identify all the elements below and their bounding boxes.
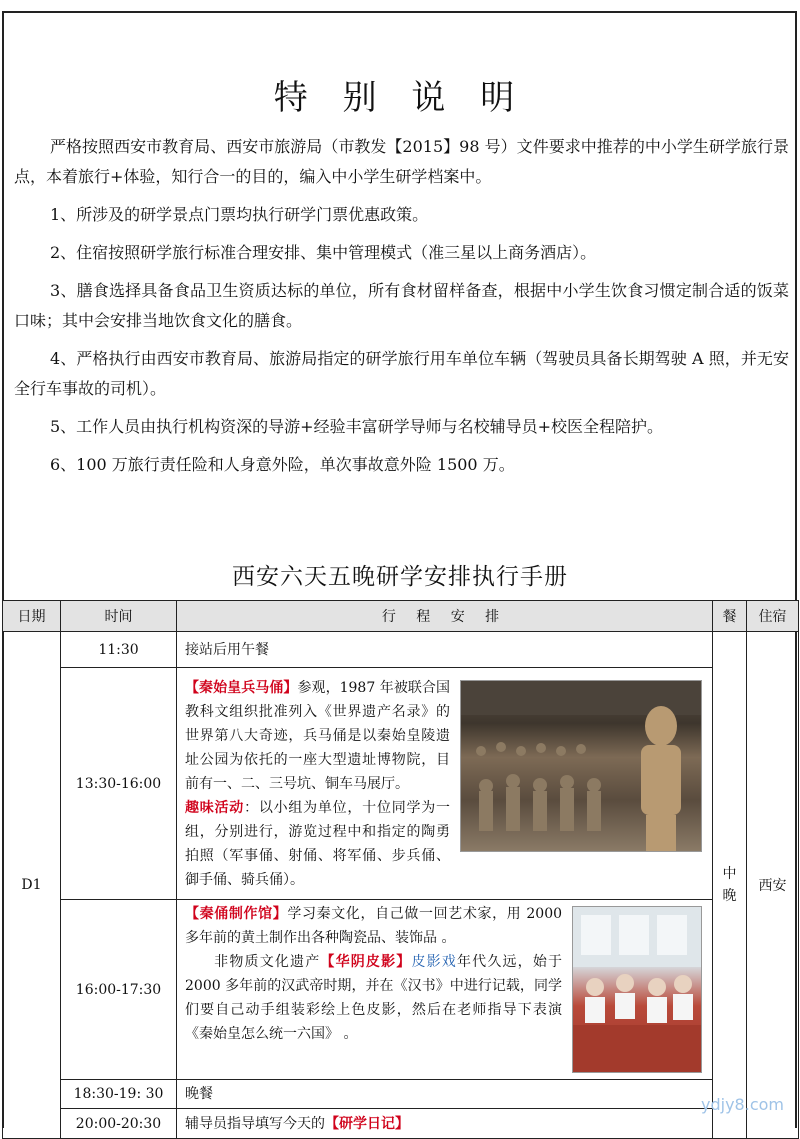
- meal-cell: 中 晚: [713, 632, 747, 1139]
- shadow-play-link: 皮影戏: [411, 954, 457, 970]
- note-item: 2、住宿按照研学旅行标准合理安排、集中管理模式（准三星以上商务酒店）。: [50, 243, 597, 262]
- diary-tag: 【研学日记】: [325, 1115, 409, 1132]
- table-row: [3, 900, 799, 1080]
- header-date: 日期: [3, 601, 61, 632]
- activity-cell: 接站后用午餐: [177, 632, 713, 668]
- table-row: [3, 1109, 799, 1139]
- table-header-row: [3, 601, 799, 632]
- note-item: 6、100 万旅行责任险和人身意外险，单次事故意外险 1500 万。: [50, 455, 515, 474]
- activity-cell: 辅导员指导填写今天的【研学日记】: [177, 1109, 713, 1139]
- attraction-tag: 【秦俑制作馆】: [185, 906, 288, 922]
- terracotta-army-photo: [460, 680, 702, 852]
- time-cell: 16:00-17:30: [61, 900, 177, 1080]
- activity-cell: 【秦始皇兵马俑】参观，1987 年被联合国教科文组织批准列入《世界遗产名录》的世界第八大奇迹，兵马俑是以秦始皇陵遗址公园为依托的一座大型遗址博物院，目前有一、二、三号坑、铜车马展厅。 趣味活动：以小组为单位，十位同学为一组，分别进行，游览过程中和指定的陶勇拍照（军事俑、射俑、将军俑、步兵俑、御手俑、骑兵俑）。: [177, 668, 713, 900]
- header-time: 时间: [61, 601, 177, 632]
- time-cell: 18:30-19: 30: [61, 1080, 177, 1109]
- note-item: 5、工作人员由执行机构资深的导游+经验丰富研学导师与名校辅导员+校医全程陪护。: [50, 417, 663, 436]
- activity-cell: 晚餐: [177, 1080, 713, 1109]
- special-notes: [14, 132, 789, 488]
- attraction-tag: 【秦始皇兵马俑】: [185, 679, 298, 696]
- table-row: [3, 632, 799, 668]
- stay-cell: 西安: [747, 632, 799, 1139]
- time-cell: 11:30: [61, 632, 177, 668]
- watermark: ydjy8.com: [701, 1095, 784, 1114]
- itinerary-title: 西安六天五晚研学安排执行手册: [232, 564, 568, 590]
- note-item: 1、所涉及的研学景点门票均执行研学门票优惠政策。: [50, 205, 429, 224]
- time-cell: 20:00-20:30: [61, 1109, 177, 1139]
- heritage-tag: 【华阴皮影】: [320, 954, 412, 970]
- activity-tag: 趣味活动: [185, 799, 245, 816]
- itinerary-table: [2, 600, 799, 1139]
- header-stay: 住宿: [747, 601, 799, 632]
- day-cell: D1: [3, 632, 61, 1139]
- note-intro: 严格按照西安市教育局、西安市旅游局（市教发【2015】98 号）文件要求中推荐的中小学生研学旅行景点，本着旅行+体验，知行合一的目的，编入中小学生研学档案中。: [14, 137, 789, 186]
- activity-cell: 【秦俑制作馆】学习秦文化，自己做一回艺术家，用 2000 多年前的黄土制作出各种陶瓷品、装饰品 。 非物质文化遗产【华阴皮影】皮影戏年代久远，始于 2000 多年前的汉武帝时期，并在《汉书》中进行记载，同学们要自己动手组装彩绘上色皮影，然后在老师指导下表演《秦始皇怎么统一六国》 。: [177, 900, 713, 1080]
- note-item: 4、严格执行由西安市教育局、旅游局指定的研学旅行用车单位车辆（驾驶员具备长期驾驶 A 照，并无安全行车事故的司机）。: [14, 349, 789, 398]
- header-plan: 行 程 安 排: [177, 601, 713, 632]
- pottery-workshop-photo: [572, 906, 702, 1073]
- header-meal: 餐: [713, 601, 747, 632]
- table-row: [3, 668, 799, 900]
- page-title: 特 别 说 明: [273, 78, 527, 118]
- note-item: 3、膳食选择具备食品卫生资质达标的单位，所有食材留样备查，根据中小学生饮食习惯定制合适的饭菜口味；其中会安排当地饮食文化的膳食。: [14, 281, 789, 330]
- table-row: [3, 1080, 799, 1109]
- time-cell: 13:30-16:00: [61, 668, 177, 900]
